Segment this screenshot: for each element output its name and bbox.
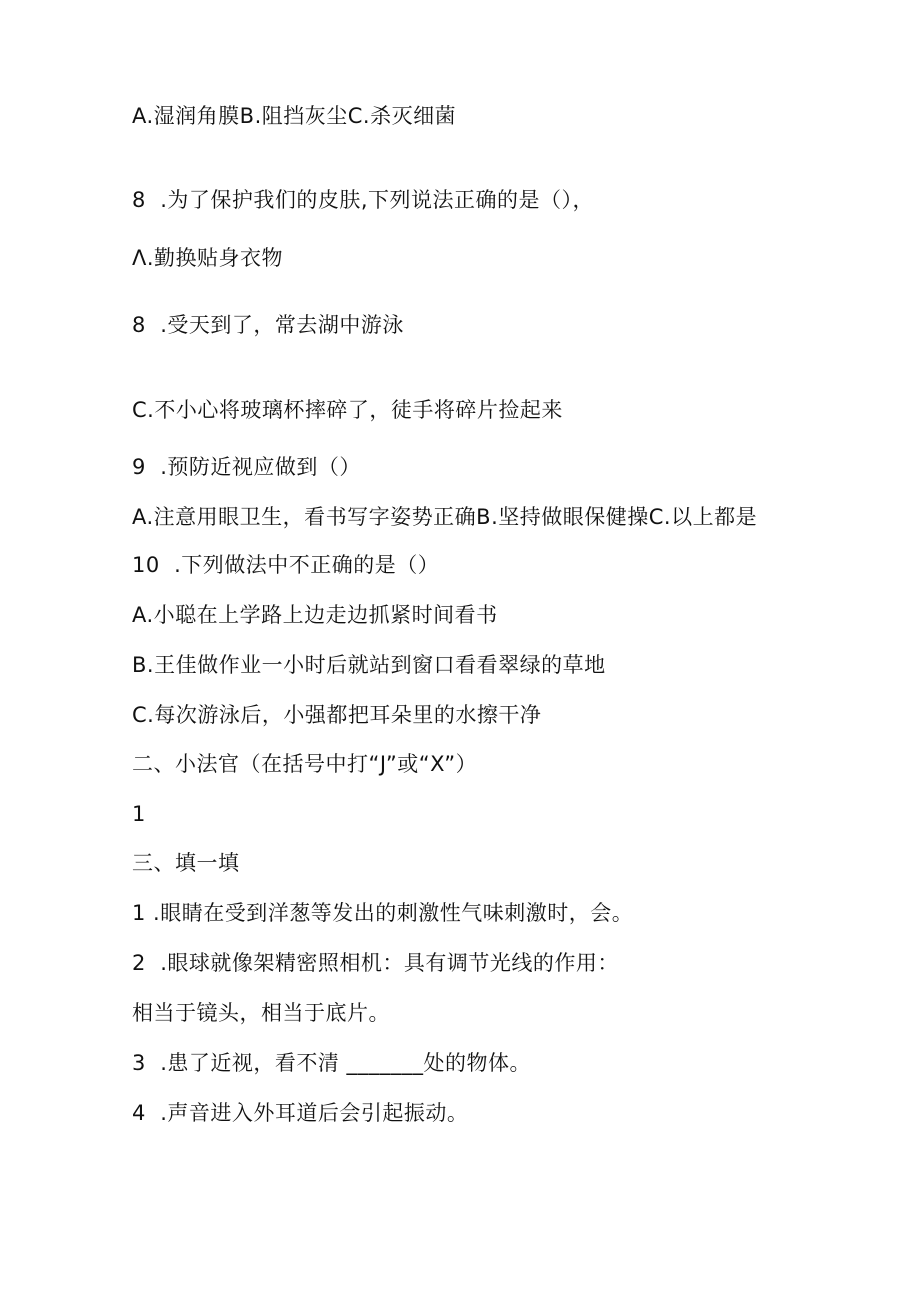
q7-options: A.湿润角膜B.阻挡灰尘C.杀灭细菌 (132, 104, 457, 128)
q9-options: A.注意用眼卫生，看书写字姿势正确B.坚持做眼保健操C.以上都是 (132, 505, 758, 529)
q9-question: 9 .预防近视应做到（） (132, 455, 361, 479)
q10-option-b: B.王佳做作业一小时后就站到窗口看看翠绿的草地 (132, 653, 606, 677)
q10-option-c: C.每次游泳后，小强都把耳朵里的水擦干净 (132, 703, 542, 727)
section-2-item-1: 1 (132, 802, 146, 826)
q10-question: 10 .下列做法中不正确的是（） (132, 553, 440, 577)
fill-question-2-continued: 相当于镜头，相当于底片。 (132, 1001, 390, 1025)
fill-question-2: 2 .眼球就像架精密照相机：具有调节光线的作用： (132, 951, 619, 975)
q8-option-c: C.不小心将玻璃杯摔碎了，徒手将碎片捡起来 (132, 398, 563, 422)
q10-option-a: A.小聪在上学路上边走边抓紧时间看书 (132, 603, 498, 627)
fill-question-4: 4 .声音进入外耳道后会引起振动。 (132, 1101, 469, 1125)
fill-question-3: 3 .患了近视，看不清 _______处的物体。 (132, 1051, 532, 1075)
q8-option-b: 8 .受天到了，常去湖中游泳 (132, 313, 404, 337)
q8-option-a: Λ.勤换贴身衣物 (132, 246, 284, 270)
section-2-heading: 二、小法官（在括号中打“J”或“X”） (132, 752, 478, 776)
q8-question: 8 .为了保护我们的皮肤,下列说法正确的是（）， (132, 188, 595, 212)
section-3-heading: 三、填一填 (132, 851, 240, 875)
fill-question-1: 1 .眼睛在受到洋葱等发出的刺激性气味刺激时，会。 (132, 901, 634, 925)
